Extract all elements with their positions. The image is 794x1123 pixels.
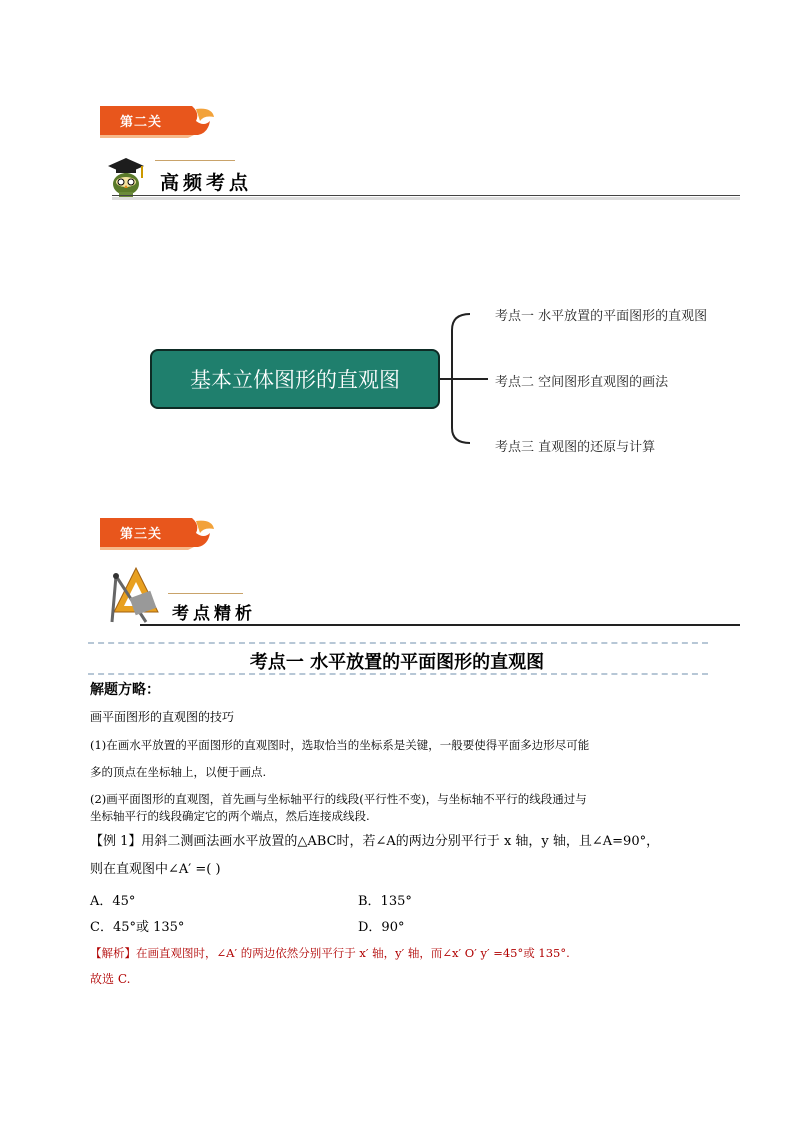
header-underline bbox=[140, 624, 740, 626]
point1-line2: 多的顶点在坐标轴上，以便于画点. bbox=[90, 765, 267, 779]
option-b: B．135° bbox=[358, 894, 412, 909]
graduate-owl-icon bbox=[106, 156, 146, 200]
option-d: D．90° bbox=[358, 920, 405, 935]
analysis-line1: 【解析】在画直观图时，∠A′ 的两边依然分别平行于 x′ 轴，y′ 轴，而∠x′ O′ y′ =45°或 135°. bbox=[90, 946, 570, 960]
high-freq-header bbox=[100, 150, 740, 205]
header-top-line bbox=[155, 160, 235, 161]
dashed-divider-bottom bbox=[88, 673, 708, 675]
strategy-label: 解题方略： bbox=[90, 682, 160, 698]
topic-title: 考点一 水平放置的平面图形的直观图 bbox=[249, 652, 545, 673]
high-freq-title: 高频考点 bbox=[160, 172, 253, 194]
dashed-divider-top bbox=[88, 642, 708, 644]
point2-line2: 坐标轴平行的线段确定它的两个端点，然后连接成线段. bbox=[90, 809, 370, 823]
example-line2: 则在直观图中∠A′ =( ) bbox=[90, 862, 221, 877]
option-c: C．45°或 135° bbox=[90, 920, 185, 935]
section2-banner bbox=[100, 103, 220, 139]
section2-label: 第二关 bbox=[120, 115, 163, 130]
strategy-subtitle: 画平面图形的直观图的技巧 bbox=[90, 710, 235, 724]
point1-line1: (1)在画水平放置的平面图形的直观图时，选取恰当的坐标系是关键，一般要使得平面多边形尽可能 bbox=[90, 738, 590, 752]
mindmap-branch-3: 考点三 直观图的还原与计算 bbox=[495, 440, 656, 455]
example-line1: 【例 1】用斜二测画法画水平放置的△ABC时，若∠A的两边分别平行于 x 轴，y 轴，且∠A=90°， bbox=[90, 834, 660, 849]
mindmap-branch-2: 考点二 空间图形直观图的画法 bbox=[495, 375, 669, 390]
mindmap-branch-1: 考点一 水平放置的平面图形的直观图 bbox=[495, 309, 708, 324]
header-top-line bbox=[168, 593, 243, 594]
ruler-compass-icon bbox=[106, 566, 162, 624]
header-underline-shadow bbox=[112, 197, 740, 200]
section3-banner bbox=[100, 515, 220, 551]
section3-label: 第三关 bbox=[120, 527, 163, 542]
analysis-line2: 故选 C. bbox=[90, 972, 131, 986]
key-points-header bbox=[100, 562, 740, 627]
key-points-title: 考点精析 bbox=[172, 604, 256, 624]
point2-line1: (2)画平面图形的直观图，首先画与坐标轴平行的线段(平行性不变)，与坐标轴不平行的线段通过与 bbox=[90, 792, 587, 806]
mindmap-center: 基本立体图形的直观图 bbox=[150, 349, 440, 409]
option-a: A．45° bbox=[90, 894, 136, 909]
header-underline bbox=[112, 195, 740, 196]
